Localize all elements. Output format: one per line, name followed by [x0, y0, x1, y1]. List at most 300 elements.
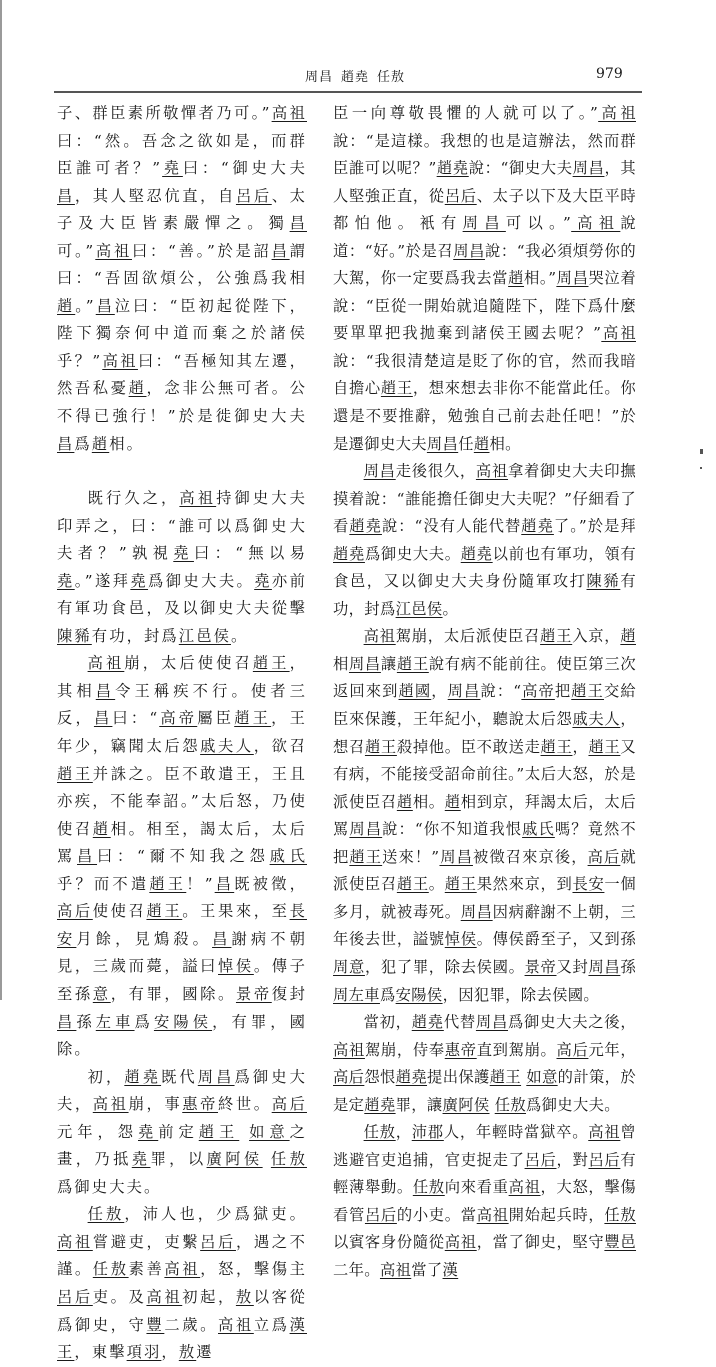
text-run: 亦前有軍功食邑，及以御史大夫從擊 — [57, 571, 307, 618]
proper-name: 高祖 — [588, 1123, 621, 1142]
proper-name: 趙堯 — [411, 1013, 444, 1032]
proper-name: 高祖 — [571, 214, 621, 233]
proper-name: 任敖 — [494, 1095, 527, 1114]
proper-name: 高祖 — [508, 1178, 541, 1197]
proper-name: 左車 — [95, 1012, 135, 1031]
text-run: 說：“我必須煩勞你的大駕，你一定要爲我去當 — [333, 241, 636, 288]
proper-name: 趙王 — [489, 1068, 522, 1087]
text-run: 二年。 — [333, 1260, 380, 1279]
text-run: 又封 — [556, 957, 589, 976]
proper-name: 敖 — [178, 1343, 197, 1362]
text-run: 屬臣 — [197, 709, 235, 728]
text-run: 又有病，不能接受詔命前往。”太后大怒，於是派使臣召 — [333, 737, 637, 811]
text-run: 走後很久， — [395, 462, 476, 481]
text-run: ！” — [186, 874, 215, 893]
running-header-title — [300, 66, 410, 85]
text-run: 罪，讓 — [395, 1095, 443, 1114]
text-run: 爲 — [74, 434, 92, 453]
classical-text-column — [57, 100, 307, 1367]
text-run: 令王稱疾不行。使者三反， — [57, 681, 307, 728]
proper-name: 趙 — [396, 792, 413, 811]
text-run: 吏。及 — [92, 1287, 147, 1306]
proper-name: 堯 — [173, 544, 194, 563]
text-run: ，遇之不謹。 — [57, 1232, 308, 1279]
proper-name: 周昌 — [447, 682, 481, 701]
proper-name: 高祖 — [271, 104, 307, 122]
text-run: ，其人堅忍伉直，自 — [74, 186, 236, 205]
text-run: ，欲召 — [253, 737, 307, 756]
text-run: 使使召 — [92, 902, 147, 921]
text-run: 孫 — [620, 957, 637, 976]
proper-name: 安陽侯 — [153, 1012, 213, 1031]
proper-name: 周昌 — [572, 159, 605, 178]
text-run: 二歲。 — [164, 1315, 219, 1334]
text-run: 崩，太后使使召 — [124, 654, 253, 673]
text-run: 相。 — [412, 792, 445, 811]
paragraph — [57, 650, 307, 1063]
text-run: 。 — [428, 875, 445, 894]
proper-name: 呂后 — [200, 1232, 236, 1251]
proper-name: 趙 — [620, 627, 636, 646]
proper-name: 堯 — [138, 1122, 159, 1141]
text-run: 立爲 — [253, 1315, 290, 1334]
proper-name: 趙堯 — [521, 517, 554, 536]
proper-name: 高祖 — [363, 627, 396, 646]
proper-name: 昌 — [289, 214, 307, 233]
proper-name: 廣阿侯 — [206, 1150, 263, 1169]
proper-name: 任敖 — [92, 1260, 129, 1279]
proper-name: 任敖 — [363, 1123, 396, 1142]
text-run: 之畫，乃抵 — [57, 1122, 307, 1169]
text-run: 既被徵， — [234, 874, 307, 893]
proper-name: 趙 — [57, 296, 76, 315]
proper-name: 趙王 — [234, 709, 272, 728]
proper-name: 高祖 — [444, 1233, 477, 1252]
text-run: ，當了御史，堅守 — [476, 1233, 605, 1252]
text-run: 相。” — [524, 269, 557, 288]
proper-name: 高祖 — [87, 654, 125, 673]
proper-name: 趙王 — [540, 737, 573, 756]
text-run: 相到京，拜謁太后，太后罵 — [333, 792, 637, 839]
text-run: 人，年輕時當獄卒。 — [443, 1123, 589, 1142]
proper-name: 任敖 — [270, 1150, 307, 1169]
text-run: 曰：“爾不知我之怨 — [97, 847, 270, 866]
text-run: 相 — [333, 654, 349, 673]
proper-name: 惠帝 — [182, 1095, 219, 1114]
proper-name: 周昌 — [348, 654, 381, 673]
proper-name: 戚氏 — [522, 820, 555, 839]
paragraph — [333, 1119, 636, 1284]
text-run: 以客從爲御史，守 — [57, 1287, 307, 1334]
proper-name: 趙 — [444, 792, 461, 811]
proper-name: 昌 — [95, 681, 116, 700]
text-run: 提出保護 — [427, 1068, 490, 1087]
proper-name: 高帝 — [159, 709, 198, 728]
proper-name: 豐邑 — [604, 1233, 637, 1252]
text-run: 。 — [231, 626, 249, 645]
proper-name: 趙王 — [57, 764, 93, 783]
proper-name: 悼侯 — [218, 957, 254, 976]
proper-name: 趙王 — [444, 875, 477, 894]
text-run: 一個多月，就被毒死。 — [333, 875, 637, 921]
text-run: 、太子以下及大臣平時都怕他。衹有 — [333, 186, 637, 233]
text-run: 曰：“然。吾念之欲如是，而群臣誰可者？” — [57, 131, 307, 178]
text-run: ， — [431, 682, 448, 701]
text-run: 嗎？竟然不把 — [333, 820, 636, 866]
proper-name: 呂后 — [588, 1150, 621, 1169]
proper-name: 陳豨 — [586, 572, 621, 591]
text-run: 說：“是這樣。我想的也是這辦法，然而群臣誰可以呢？” — [333, 131, 636, 178]
text-run: 說：“我很清楚這是貶了你的官，然而我暗自擔心 — [333, 351, 636, 398]
text-run: 說：“没有人能代替 — [381, 517, 522, 536]
proper-name: 惠帝 — [444, 1040, 477, 1059]
text-run: 直到駕崩。 — [476, 1040, 557, 1059]
proper-name: 任敖 — [87, 1205, 125, 1224]
proper-name: 意 — [92, 984, 111, 1003]
proper-name: 趙王 — [396, 654, 429, 673]
proper-name: 戚夫人 — [200, 737, 254, 756]
proper-name: 周昌 — [462, 214, 506, 233]
text-run: ，其相 — [57, 654, 308, 700]
text-run: 謂曰：“吾固欲煩公，公強爲我相 — [57, 241, 307, 288]
proper-name: 趙堯 — [436, 159, 469, 178]
proper-name: 江邑侯 — [395, 599, 443, 618]
proper-name: 趙王 — [149, 874, 187, 893]
proper-name: 如意 — [526, 1068, 558, 1087]
text-run: ，念非公無可者。公不得已強行！”於是徙御史大夫 — [57, 379, 308, 426]
text-run: 前定 — [158, 1122, 199, 1141]
proper-name: 景帝 — [235, 984, 272, 1003]
header-rule — [54, 91, 642, 93]
text-run: 崩，事 — [128, 1095, 183, 1114]
text-run: 曰：“無以易 — [193, 544, 308, 563]
text-run: ，有罪，國除。 — [57, 1012, 307, 1059]
text-run: 子、群臣素所敬憚者乃可。” — [57, 104, 272, 122]
text-run: 開始起兵時， — [508, 1205, 605, 1224]
text-run: 被徵召來京後， — [472, 847, 588, 866]
text-run: 謝病不朝見，三歲而薨，謚曰 — [57, 929, 307, 976]
proper-name: 趙王 — [252, 654, 290, 673]
text-run: ，因犯罪，除去侯國。 — [442, 985, 600, 1004]
proper-name: 長安 — [57, 902, 307, 948]
text-run: 。王果來，至 — [182, 902, 290, 921]
page-number: 979 — [596, 66, 623, 82]
text-run: ，其人堅強正直，從 — [333, 159, 637, 205]
text-run: 入京， — [572, 627, 621, 646]
proper-name: 趙王 — [198, 1122, 240, 1141]
text-run: 可。” — [57, 241, 96, 260]
proper-name: 敖 — [235, 1287, 254, 1306]
text-run: 相。 — [109, 434, 145, 453]
text-run: 送來！” — [382, 847, 440, 866]
text-run: ，有罪，國除。 — [110, 984, 236, 1003]
text-run: 元年， — [588, 1040, 637, 1059]
text-run: 當初， — [363, 1013, 412, 1032]
text-run: 既行久之， — [87, 489, 180, 508]
proper-name: 漢王 — [57, 1315, 307, 1362]
text-run: ，想來想去非你不能當此任。你還是不要推辭，勉強自己前去赴任吧！”於是遷御史大夫 — [333, 379, 636, 453]
proper-name: 高祖 — [333, 1040, 365, 1059]
text-run: 相。相至，謁太后，太后罵 — [57, 819, 308, 866]
paragraph — [57, 1064, 307, 1202]
text-run: ，沛人也，少爲獄吏。 — [124, 1205, 307, 1224]
proper-name: 昌 — [271, 241, 290, 260]
proper-name: 堯 — [130, 571, 149, 590]
proper-name: 趙堯 — [349, 517, 382, 536]
proper-name: 廣阿侯 — [442, 1095, 490, 1114]
proper-name: 高帝 — [521, 682, 555, 701]
text-run: 當了 — [411, 1260, 443, 1279]
text-run: 。”遂拜 — [74, 571, 131, 590]
text-run: 有功，封爲 — [91, 626, 179, 645]
proper-name: 趙堯 — [333, 544, 365, 563]
text-run: ，大怒，擊傷看管 — [333, 1178, 637, 1224]
paragraph — [333, 100, 636, 458]
proper-name: 項羽 — [126, 1343, 162, 1362]
proper-name: 趙王 — [571, 682, 605, 701]
text-run: 說道：“好。”於是召 — [333, 214, 637, 260]
proper-name: 堯 — [162, 159, 183, 178]
text-run: ，王年少，竊聞太后怨 — [57, 709, 308, 756]
proper-name: 趙 — [92, 819, 111, 838]
proper-name: 昌 — [214, 874, 235, 893]
proper-name: 高祖 — [164, 1260, 201, 1279]
proper-name: 昌 — [57, 1012, 77, 1031]
translation-column — [333, 100, 636, 1285]
proper-name: 悼侯 — [444, 930, 477, 949]
paragraph — [57, 1201, 307, 1366]
text-run: 爲御史大夫， — [57, 1067, 308, 1114]
text-run: 嘗避吏，吏繫 — [92, 1232, 201, 1251]
text-run: 既代 — [161, 1067, 198, 1086]
text-run: 讓 — [380, 654, 397, 673]
text-run: 素善 — [128, 1260, 165, 1279]
margin-mark — [700, 467, 702, 469]
proper-name: 趙堯 — [364, 1095, 396, 1114]
proper-name: 趙王 — [146, 902, 183, 921]
text-run: 孫 — [76, 1012, 96, 1031]
proper-name: 堯 — [57, 571, 75, 590]
proper-name: 趙 — [91, 434, 110, 453]
proper-name: 高祖 — [95, 241, 132, 260]
text-run: 、太子及大臣皆素嚴憚之。獨 — [57, 186, 308, 233]
proper-name: 呂后 — [235, 186, 272, 205]
proper-name: 漢 — [442, 1260, 459, 1279]
text-run: 殺掉他。臣不敢送走 — [396, 737, 541, 756]
proper-name: 高祖 — [476, 1205, 509, 1224]
proper-name: 高祖 — [218, 1315, 254, 1334]
text-run: 以前也有軍功，領有食邑，又以御史大夫身份隨軍攻打 — [333, 544, 637, 591]
proper-name: 高后 — [556, 1040, 589, 1059]
text-run: 說：“ — [480, 682, 522, 701]
paragraph — [57, 100, 307, 458]
proper-name: 高后 — [587, 847, 621, 866]
page-edge-line — [0, 0, 2, 1000]
proper-name: 周昌 — [460, 902, 493, 921]
proper-name: 高祖 — [57, 1232, 93, 1251]
proper-name: 高后 — [271, 1095, 307, 1114]
text-run: 并誅之。臣不敢遣王，王且亦疾，不能奉詔。”太后怒，乃使使召 — [57, 764, 308, 838]
proper-name: 趙 — [508, 269, 525, 288]
text-run: 爲御史大夫。 — [57, 1177, 162, 1196]
proper-name: 周昌 — [439, 847, 473, 866]
text-run: 終世。 — [218, 1095, 272, 1114]
text-run: ，怒，擊傷主 — [200, 1260, 308, 1279]
text-run: 曾逃避官吏追捕，官吏捉走了 — [333, 1123, 636, 1169]
proper-name: 呂后 — [364, 1205, 397, 1224]
text-run: 爲 — [379, 985, 396, 1004]
text-run: 說有病不能前往。使臣第三次返回來到 — [333, 654, 637, 701]
text-run: 持御史大夫印弄之，曰：“誰可以爲御史大夫者？”孰視 — [57, 489, 307, 563]
proper-name: 周意 — [333, 957, 365, 976]
proper-name: 堯 — [254, 571, 272, 590]
proper-name: 高祖 — [601, 324, 636, 343]
text-run: 復封 — [271, 984, 308, 1003]
text-run: 乎？而不遣 — [57, 874, 150, 893]
proper-name: 任敖 — [412, 1178, 445, 1197]
header-name: 周昌 — [304, 70, 333, 85]
proper-name: 周昌 — [453, 241, 485, 260]
text-run: 果然來京，到 — [476, 875, 573, 894]
proper-name: 趙 — [128, 379, 147, 398]
text-run: 有功，封爲 — [333, 572, 636, 618]
proper-name: 趙國 — [398, 682, 432, 701]
proper-name: 呂后 — [444, 186, 477, 205]
text-run: ，想召 — [333, 710, 636, 756]
text-run: 初起， — [182, 1287, 236, 1306]
text-run: 初， — [87, 1067, 125, 1086]
text-run: 。 — [442, 599, 459, 618]
proper-name: 呂后 — [524, 1150, 557, 1169]
text-run: 以賓客身份隨從 — [333, 1233, 445, 1252]
text-run: 有輕薄舉動。 — [333, 1150, 637, 1197]
proper-name: 高祖 — [92, 1095, 129, 1114]
text-run: 哭泣着說：“臣從一開始就追隨陛下，陛下爲什麼要單單把我拋棄到諸侯王國去呢？” — [333, 269, 636, 343]
text-run: 因病辭謝不上朝，三年後去世，謚號 — [333, 902, 636, 949]
text-run: ， — [572, 737, 589, 756]
proper-name: 安陽侯 — [395, 985, 443, 1004]
text-run: 曰：“吾極知其左遷，然吾私憂 — [57, 351, 308, 398]
proper-name: 景帝 — [524, 957, 557, 976]
proper-name: 周左車 — [333, 985, 380, 1004]
text-run: 臣一向尊敬畏懼的人就可以了。” — [333, 104, 599, 122]
proper-name: 昌 — [57, 186, 75, 205]
text-run: 曰：“ — [112, 709, 160, 728]
text-run: 曰：“御史大夫 — [182, 159, 307, 178]
header-name: 趙堯 — [340, 70, 369, 85]
text-run: ， — [395, 1123, 412, 1142]
proper-name: 昌 — [77, 847, 98, 866]
proper-name: 周昌 — [475, 1013, 509, 1032]
proper-name: 高祖 — [475, 462, 509, 481]
proper-name: 高后 — [333, 1068, 365, 1087]
text-run: 爲御史大夫之後， — [508, 1013, 636, 1032]
text-run: ，犯了罪，除去侯國。 — [364, 957, 525, 976]
proper-name: 戚夫人 — [572, 710, 621, 729]
text-run: 泣曰：“臣初起從陛下，陛下獨奈何中道而棄之於諸侯乎？” — [57, 296, 307, 370]
proper-name: 如意 — [249, 1122, 290, 1141]
text-run: 月餘，見鴆殺。 — [76, 929, 213, 948]
text-run: 交給臣來保護，王年紀小，聽說太后怨 — [333, 682, 637, 729]
proper-name: 趙王 — [396, 875, 429, 894]
text-run: 就派使臣召 — [333, 847, 637, 894]
proper-name: 周昌 — [349, 820, 383, 839]
paragraph — [333, 458, 636, 623]
proper-name: 高祖 — [146, 1287, 183, 1306]
text-run: 駕崩，太后派使臣召 — [395, 627, 541, 646]
proper-name: 戚氏 — [269, 847, 307, 866]
text-run: 罪，以 — [150, 1150, 207, 1169]
proper-name: 周昌 — [363, 462, 396, 481]
text-run: 說：“御史大夫 — [468, 159, 573, 178]
proper-name: 豐 — [146, 1315, 165, 1334]
proper-name: 沛郡 — [411, 1123, 444, 1142]
text-run: 的小吏。當 — [396, 1205, 477, 1224]
text-run: 曰：“善。”於是詔 — [131, 241, 272, 260]
text-run: 遷 — [196, 1343, 214, 1362]
proper-name: 高后 — [57, 902, 93, 921]
text-run: 拿着御史大夫印撫摸着說：“誰能擔任御史大夫呢？”仔細看了看 — [333, 462, 636, 536]
text-run: 說：“你不知道我恨 — [382, 820, 523, 839]
proper-name: 趙 — [473, 434, 490, 453]
proper-name: 昌 — [212, 929, 232, 948]
proper-name: 趙堯 — [124, 1067, 162, 1086]
text-run: 。傳侯爵至子，又到孫 — [476, 930, 637, 949]
text-run: 爲御史大夫。 — [148, 571, 255, 590]
text-run: 駕崩，侍奉 — [364, 1040, 445, 1059]
text-run: 可以。” — [505, 214, 572, 233]
proper-name: 周昌 — [197, 1067, 235, 1086]
paragraph — [57, 485, 307, 650]
proper-name: 高祖 — [598, 104, 636, 122]
text-run: 向來看重 — [444, 1178, 509, 1197]
text-run: 元年，怨 — [57, 1122, 138, 1141]
proper-name: 高祖 — [379, 1260, 412, 1279]
text-run: 任 — [458, 434, 474, 453]
proper-name: 堯 — [131, 1150, 151, 1169]
proper-name: 趙王 — [588, 737, 621, 756]
proper-name: 長安 — [572, 875, 605, 894]
proper-name: 昌 — [95, 296, 115, 315]
text-run: 爲御史大夫。 — [364, 544, 461, 563]
proper-name: 呂后 — [57, 1287, 93, 1306]
text-run: 爲 — [134, 1012, 154, 1031]
proper-name: 趙王 — [540, 627, 573, 646]
proper-name: 昌 — [57, 434, 75, 453]
text-run: 怨恨 — [364, 1068, 396, 1087]
proper-name: 周昌 — [588, 957, 621, 976]
proper-name: 周昌 — [426, 434, 459, 453]
proper-name: 昌 — [93, 709, 113, 728]
margin-mark — [700, 449, 703, 454]
proper-name: 周昌 — [556, 269, 589, 288]
text-run: 代替 — [443, 1013, 476, 1032]
text-run: ，東擊 — [74, 1343, 127, 1362]
text-run: ， — [161, 1343, 179, 1362]
text-run — [263, 1150, 271, 1168]
proper-name: 趙王 — [364, 737, 397, 756]
proper-name: 趙王 — [380, 379, 413, 398]
text-run: ，對 — [556, 1150, 589, 1169]
proper-name: 陳豨 — [57, 626, 92, 645]
text-run: 。” — [75, 296, 96, 315]
text-run: 相。 — [489, 434, 521, 453]
proper-name: 高祖 — [179, 489, 217, 508]
text-run: 爲御史大夫。 — [526, 1095, 620, 1114]
header-name: 任敖 — [377, 70, 406, 85]
text-run: 了。”於是拜 — [553, 517, 636, 536]
proper-name: 趙王 — [349, 847, 383, 866]
